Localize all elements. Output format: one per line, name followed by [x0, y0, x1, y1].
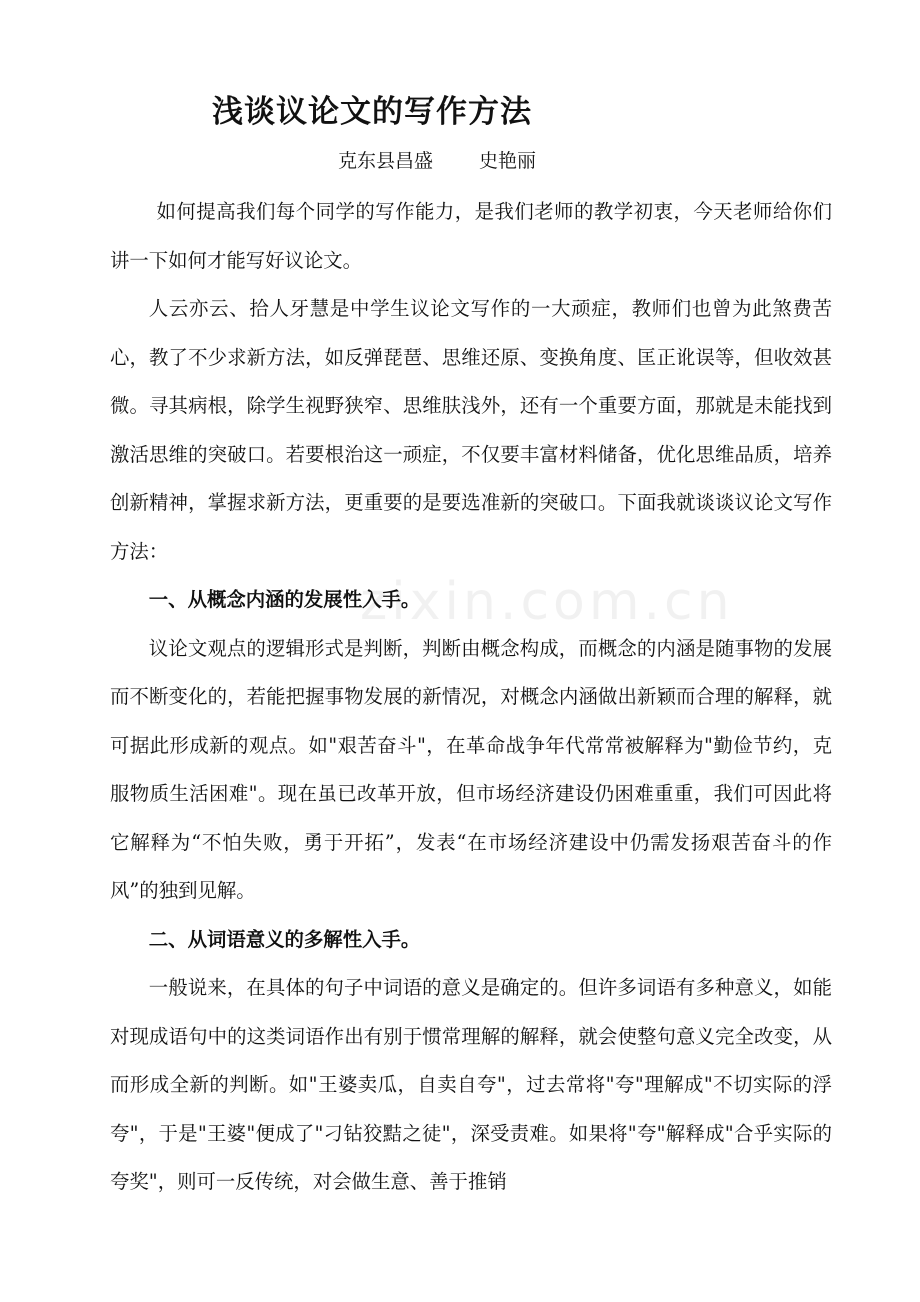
- paragraph-overview: 人云亦云、拾人牙慧是中学生议论文写作的一大顽症，教师们也曾为此煞费苦心，教了不少求新方法，如反弹琵琶、思维还原、变换角度、匡正讹误等，但收效甚微。寻其病根，除学生视野狭窄、思维肤浅外，还有一个重要方面，那就是未能找到激活思维的突破口。若要根治这一顽症，不仅要丰富材料储备，优化思维品质，培养创新精神，掌握求新方法，更重要的是要选准新的突破口。下面我就谈谈议论文写作方法：: [110, 297, 832, 563]
- section-text-2: 一般说来，在具体的句子中词语的意义是确定的。但许多词语有多种意义，如能对现成语句中的这类词语作出有别于惯常理解的解释，就会使整句意义完全改变，从而形成全新的判断。如"王婆卖瓜，自卖自夸"，过去常将"夸"理解成"不切实际的浮夸"，于是"王婆"便成了"刁钻狡黠之徒"，深受责难。如果将"夸"解释成"合乎实际的夸奖"，则可一反传统，对会做生意、善于推销: [110, 976, 832, 1193]
- watermark-text: zixin.com.cn: [360, 572, 734, 632]
- paragraph-intro: 如何提高我们每个同学的写作能力，是我们老师的教学初衷，今天老师给你们讲一下如何才能写好议论文。: [110, 200, 832, 272]
- document-body: [110, 188, 832, 1207]
- section-text-1: 议论文观点的逻辑形式是判断，判断由概念构成，而概念的内涵是随事物的发展而不断变化的，若能把握事物发展的新情况，对概念内涵做出新颖而合理的解释，就可据此形成新的观点。如"艰苦奋斗"，在革命战争年代常常被解释为"勤俭节约，克服物质生活困难"。现在虽已改革开放，但市场经济建设仍困难重重，我们可因此将它解释为“不怕失败，勇于开拓”，发表“在市场经济建设中仍需发扬艰苦奋斗的作风”的独到见解。: [110, 636, 832, 902]
- section-heading-2: 二、从词语意义的多解性入手。: [148, 927, 421, 951]
- author-place: 克东县昌盛: [338, 150, 434, 172]
- author-line: [338, 146, 536, 176]
- section-heading-1: 一、从概念内涵的发展性入手。: [148, 588, 421, 611]
- document-title: 浅谈议论文的写作方法: [212, 94, 532, 130]
- author-name: 史艳丽: [479, 150, 537, 172]
